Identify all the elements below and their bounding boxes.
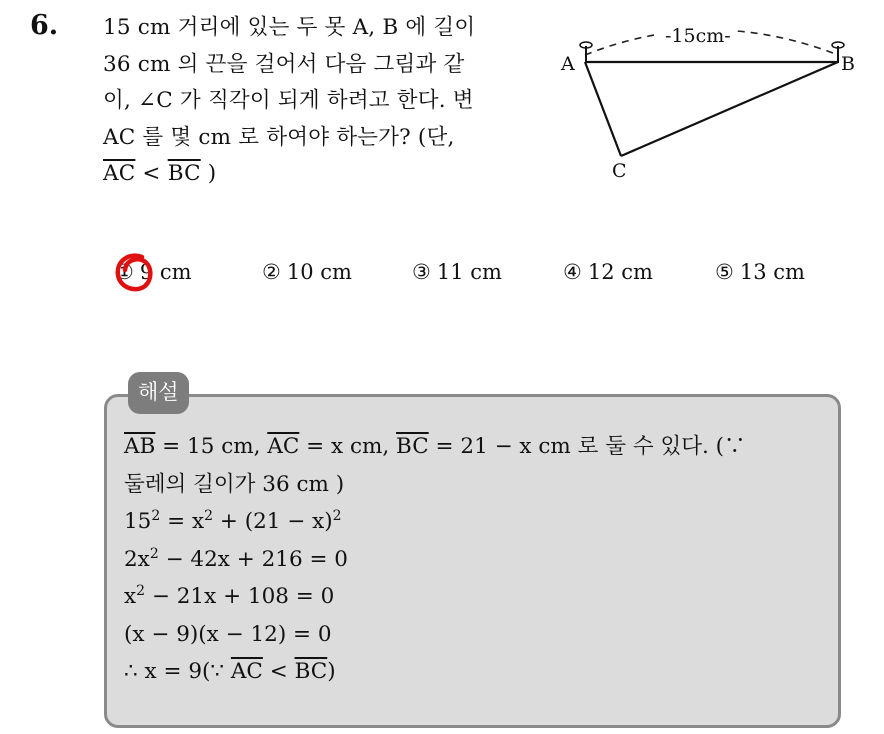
math-text: = 21 − x cm 로 둘 수 있다. (∵ — [428, 434, 746, 459]
math-text: = x — [160, 509, 205, 534]
math-text: ∴ x = 9(∵ — [124, 659, 231, 684]
solution-tag: 해설 — [128, 372, 189, 414]
math-text: x — [124, 584, 137, 609]
solution-line — [124, 653, 836, 691]
question-line: 이, ∠C 가 직각이 되게 하려고 한다. 변 — [103, 88, 474, 113]
triangle-figure — [545, 15, 875, 190]
exponent: 2 — [149, 545, 159, 562]
choice-5[interactable] — [715, 252, 805, 292]
question-number: 6. — [30, 10, 59, 41]
segment-bc: $\overline{BC}$ — [396, 434, 429, 459]
vertex-c-label: C — [612, 160, 627, 182]
question-line: 15 cm 거리에 있는 두 못 A, B 에 길이 — [103, 15, 476, 40]
exponent: 2 — [332, 507, 342, 524]
exponent: 2 — [151, 507, 161, 524]
choice-number: ① — [115, 260, 134, 284]
side-bc — [621, 62, 838, 156]
exponent: 2 — [136, 582, 146, 599]
choice-text: 11 cm — [436, 260, 502, 284]
solution-line: (x − 9)(x − 12) = 0 — [124, 621, 332, 647]
vertex-a-label: A — [561, 53, 575, 75]
math-text: + (21 − x) — [213, 509, 333, 534]
math-text: − 42x + 216 = 0 — [158, 546, 348, 572]
close-paren: ) — [327, 659, 336, 684]
answer-circle-mark — [112, 248, 160, 296]
segment-ac: $\overline{AC}$ — [103, 161, 136, 186]
solution-line — [124, 541, 836, 579]
segment-ac: $\overline{AC}$ — [230, 659, 263, 684]
question-line: 36 cm 의 끈을 걸어서 다음 그림과 같 — [103, 51, 465, 77]
choice-text: 12 cm — [587, 260, 653, 284]
choice-number: ③ — [412, 260, 431, 284]
math-text: 15 — [124, 509, 152, 534]
vertex-b-label: B — [841, 53, 855, 75]
choice-text: 9 cm — [139, 260, 192, 284]
segment-ab: $\overline{AB}$ — [124, 434, 156, 459]
solution-line: 둘레의 길이가 36 cm ) — [124, 471, 345, 497]
answer-choices — [100, 252, 860, 292]
solution-line — [124, 578, 836, 616]
question-text — [103, 10, 543, 193]
less-than: < — [262, 659, 295, 684]
choice-number: ⑤ — [715, 260, 734, 284]
less-than: < — [135, 161, 168, 186]
distance-label: -15cm- — [665, 25, 731, 47]
question-line: AC 를 몇 cm 로 하여야 하는가? (단, — [103, 124, 455, 150]
segment-ac: $\overline{AC}$ — [267, 434, 300, 459]
math-text: 2x — [124, 546, 150, 572]
side-ac — [585, 62, 621, 156]
question-condition — [103, 156, 543, 193]
exponent: 2 — [204, 507, 214, 524]
choice-text: 13 cm — [739, 260, 805, 284]
choice-2[interactable] — [262, 252, 352, 292]
segment-bc: $\overline{BC}$ — [294, 659, 328, 684]
choice-4[interactable] — [563, 252, 653, 292]
choice-number: ④ — [563, 260, 582, 284]
choice-3[interactable] — [412, 252, 502, 292]
math-text: − 21x + 108 = 0 — [145, 584, 335, 609]
solution-body — [124, 428, 836, 691]
solution-line — [124, 503, 836, 541]
choice-number: ② — [262, 260, 281, 284]
math-text: = 15 cm, — [155, 434, 268, 459]
choice-text: 10 cm — [286, 260, 352, 284]
math-text: = x cm, — [299, 434, 397, 459]
close-paren: ) — [200, 161, 217, 186]
choice-1[interactable] — [115, 252, 192, 292]
solution-line — [124, 428, 836, 466]
segment-bc: $\overline{BC}$ — [167, 161, 201, 186]
